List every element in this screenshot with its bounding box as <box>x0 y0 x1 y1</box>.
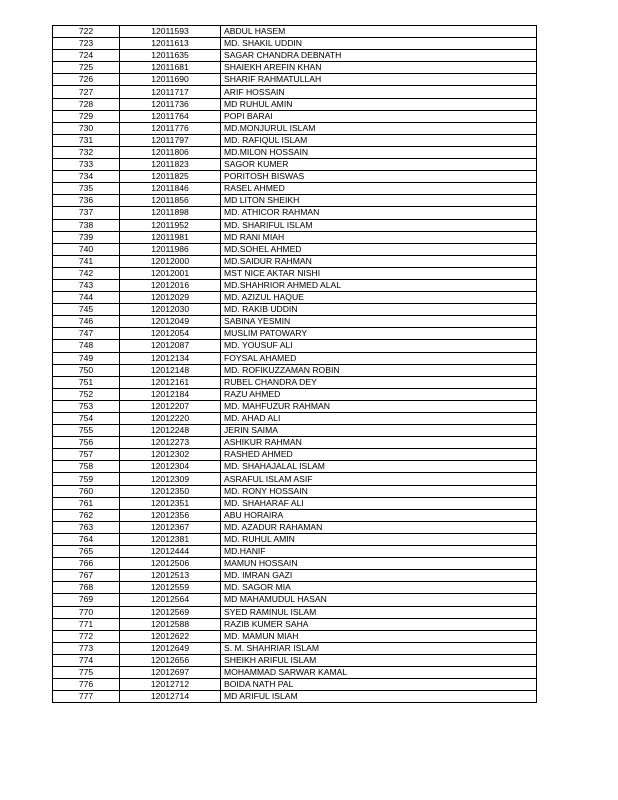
roll-number-cell: 12012000 <box>120 255 221 267</box>
roll-number-cell: 12012302 <box>120 449 221 461</box>
student-name-cell: RAZU AHMED <box>221 388 537 400</box>
roll-number-cell: 12012649 <box>120 642 221 654</box>
roll-number-cell: 12011981 <box>120 231 221 243</box>
serial-cell: 762 <box>53 509 120 521</box>
serial-cell: 755 <box>53 425 120 437</box>
serial-cell: 730 <box>53 122 120 134</box>
table-row <box>53 38 537 50</box>
table-row <box>53 364 537 376</box>
table-row <box>53 533 537 545</box>
serial-cell: 724 <box>53 50 120 62</box>
serial-cell: 739 <box>53 231 120 243</box>
serial-cell: 759 <box>53 473 120 485</box>
table-row <box>53 195 537 207</box>
student-name-cell: RAZIB KUMER SAHA <box>221 618 537 630</box>
table-row <box>53 86 537 98</box>
roll-number-cell: 12012273 <box>120 437 221 449</box>
student-name-cell: ARIF HOSSAIN <box>221 86 537 98</box>
student-name-cell: JERIN SAIMA <box>221 425 537 437</box>
student-name-cell: MD. MAMUN MIAH <box>221 630 537 642</box>
table-row <box>53 618 537 630</box>
serial-cell: 748 <box>53 340 120 352</box>
serial-cell: 765 <box>53 546 120 558</box>
roll-number-cell: 12012304 <box>120 461 221 473</box>
table-row <box>53 582 537 594</box>
roll-number-cell: 12012656 <box>120 654 221 666</box>
roll-number-cell: 12011736 <box>120 98 221 110</box>
student-name-cell: MD. SHARIFUL ISLAM <box>221 219 537 231</box>
table-row <box>53 400 537 412</box>
student-name-cell: MD.SHAHRIOR AHMED ALAL <box>221 279 537 291</box>
student-name-cell: MD RANI MIAH <box>221 231 537 243</box>
table-row <box>53 304 537 316</box>
serial-cell: 757 <box>53 449 120 461</box>
table-row <box>53 50 537 62</box>
table-row <box>53 509 537 521</box>
student-name-cell: S. M. SHAHRIAR ISLAM <box>221 642 537 654</box>
serial-cell: 752 <box>53 388 120 400</box>
serial-cell: 763 <box>53 521 120 533</box>
roll-number-cell: 12011764 <box>120 110 221 122</box>
serial-cell: 777 <box>53 691 120 703</box>
serial-cell: 756 <box>53 437 120 449</box>
student-name-cell: SHEIKH ARIFUL ISLAM <box>221 654 537 666</box>
student-name-cell: MD. ATHICOR RAHMAN <box>221 207 537 219</box>
serial-cell: 745 <box>53 304 120 316</box>
serial-cell: 729 <box>53 110 120 122</box>
serial-cell: 769 <box>53 594 120 606</box>
table-row <box>53 267 537 279</box>
table-row <box>53 388 537 400</box>
serial-cell: 734 <box>53 171 120 183</box>
serial-cell: 744 <box>53 292 120 304</box>
student-name-cell: MD.SOHEL AHMED <box>221 243 537 255</box>
student-name-cell: POPI BARAI <box>221 110 537 122</box>
student-name-cell: MD.MILON HOSSAIN <box>221 146 537 158</box>
serial-cell: 770 <box>53 606 120 618</box>
table-row <box>53 449 537 461</box>
roll-number-cell: 12012029 <box>120 292 221 304</box>
student-name-cell: MD.SAIDUR RAHMAN <box>221 255 537 267</box>
roster-body <box>53 26 537 703</box>
roll-number-cell: 12012220 <box>120 413 221 425</box>
serial-cell: 746 <box>53 316 120 328</box>
table-row <box>53 679 537 691</box>
roll-number-cell: 12012001 <box>120 267 221 279</box>
table-row <box>53 26 537 38</box>
roll-number-cell: 12012184 <box>120 388 221 400</box>
serial-cell: 774 <box>53 654 120 666</box>
table-row <box>53 219 537 231</box>
roll-number-cell: 12012714 <box>120 691 221 703</box>
roll-number-cell: 12011823 <box>120 159 221 171</box>
student-name-cell: PORITOSH BISWAS <box>221 171 537 183</box>
roll-number-cell: 12011593 <box>120 26 221 38</box>
serial-cell: 738 <box>53 219 120 231</box>
roll-number-cell: 12012054 <box>120 328 221 340</box>
table-row <box>53 62 537 74</box>
student-name-cell: ABDUL HASEM <box>221 26 537 38</box>
serial-cell: 760 <box>53 485 120 497</box>
student-name-cell: MD RUHUL AMIN <box>221 98 537 110</box>
table-row <box>53 437 537 449</box>
table-row <box>53 316 537 328</box>
student-name-cell: MD. RONY HOSSAIN <box>221 485 537 497</box>
serial-cell: 743 <box>53 279 120 291</box>
roster-table <box>52 25 537 703</box>
roll-number-cell: 12012030 <box>120 304 221 316</box>
serial-cell: 749 <box>53 352 120 364</box>
serial-cell: 764 <box>53 533 120 545</box>
serial-cell: 725 <box>53 62 120 74</box>
table-row <box>53 413 537 425</box>
student-name-cell: MD. RAFIQUL ISLAM <box>221 134 537 146</box>
roll-number-cell: 12012564 <box>120 594 221 606</box>
student-name-cell: MD. SHAKIL UDDIN <box>221 38 537 50</box>
student-name-cell: MD. SHAHAJALAL ISLAM <box>221 461 537 473</box>
roll-number-cell: 12012016 <box>120 279 221 291</box>
student-name-cell: RUBEL CHANDRA DEY <box>221 376 537 388</box>
roll-number-cell: 12012712 <box>120 679 221 691</box>
student-name-cell: MD.MONJURUL ISLAM <box>221 122 537 134</box>
roll-number-cell: 12012569 <box>120 606 221 618</box>
roll-number-cell: 12012087 <box>120 340 221 352</box>
table-row <box>53 171 537 183</box>
student-name-cell: MD. MAHFUZUR RAHMAN <box>221 400 537 412</box>
table-row <box>53 134 537 146</box>
student-name-cell: MD. AZADUR RAHAMAN <box>221 521 537 533</box>
roll-number-cell: 12012134 <box>120 352 221 364</box>
serial-cell: 767 <box>53 570 120 582</box>
serial-cell: 750 <box>53 364 120 376</box>
table-row <box>53 606 537 618</box>
serial-cell: 735 <box>53 183 120 195</box>
student-name-cell: MST NICE AKTAR NISHI <box>221 267 537 279</box>
roll-number-cell: 12011806 <box>120 146 221 158</box>
student-name-cell: MD. RUHUL AMIN <box>221 533 537 545</box>
table-row <box>53 243 537 255</box>
serial-cell: 726 <box>53 74 120 86</box>
serial-cell: 742 <box>53 267 120 279</box>
student-name-cell: MD. SAGOR MIA <box>221 582 537 594</box>
roll-number-cell: 12012513 <box>120 570 221 582</box>
student-name-cell: SHAIEKH AREFIN KHAN <box>221 62 537 74</box>
student-name-cell: FOYSAL AHAMED <box>221 352 537 364</box>
roll-number-cell: 12012588 <box>120 618 221 630</box>
student-name-cell: MD. YOUSUF ALI <box>221 340 537 352</box>
serial-cell: 727 <box>53 86 120 98</box>
roll-number-cell: 12012351 <box>120 497 221 509</box>
roll-number-cell: 12011846 <box>120 183 221 195</box>
roll-number-cell: 12011690 <box>120 74 221 86</box>
student-name-cell: SHARIF RAHMATULLAH <box>221 74 537 86</box>
table-row <box>53 654 537 666</box>
table-row <box>53 376 537 388</box>
student-name-cell: MD. IMRAN GAZI <box>221 570 537 582</box>
roll-number-cell: 12012367 <box>120 521 221 533</box>
student-name-cell: MUSLIM PATOWARY <box>221 328 537 340</box>
student-name-cell: SYED RAMINUL ISLAM <box>221 606 537 618</box>
roll-number-cell: 12012444 <box>120 546 221 558</box>
table-row <box>53 691 537 703</box>
serial-cell: 737 <box>53 207 120 219</box>
table-row <box>53 425 537 437</box>
roll-number-cell: 12012559 <box>120 582 221 594</box>
serial-cell: 732 <box>53 146 120 158</box>
serial-cell: 766 <box>53 558 120 570</box>
roll-number-cell: 12012350 <box>120 485 221 497</box>
roll-number-cell: 12012049 <box>120 316 221 328</box>
table-row <box>53 497 537 509</box>
serial-cell: 768 <box>53 582 120 594</box>
student-name-cell: RASHED AHMED <box>221 449 537 461</box>
serial-cell: 733 <box>53 159 120 171</box>
serial-cell: 723 <box>53 38 120 50</box>
table-row <box>53 98 537 110</box>
table-row <box>53 352 537 364</box>
table-row <box>53 340 537 352</box>
table-row <box>53 122 537 134</box>
student-name-cell: BOIDA NATH PAL <box>221 679 537 691</box>
serial-cell: 736 <box>53 195 120 207</box>
table-row <box>53 666 537 678</box>
roll-number-cell: 12011952 <box>120 219 221 231</box>
table-row <box>53 485 537 497</box>
roll-number-cell: 12011776 <box>120 122 221 134</box>
roll-number-cell: 12011898 <box>120 207 221 219</box>
serial-cell: 740 <box>53 243 120 255</box>
table-row <box>53 74 537 86</box>
table-row <box>53 328 537 340</box>
student-name-cell: MD. AZIZUL HAQUE <box>221 292 537 304</box>
serial-cell: 722 <box>53 26 120 38</box>
table-row <box>53 110 537 122</box>
serial-cell: 772 <box>53 630 120 642</box>
table-row <box>53 558 537 570</box>
roll-number-cell: 12011613 <box>120 38 221 50</box>
table-row <box>53 473 537 485</box>
table-row <box>53 183 537 195</box>
table-row <box>53 146 537 158</box>
table-row <box>53 159 537 171</box>
roll-number-cell: 12012207 <box>120 400 221 412</box>
serial-cell: 776 <box>53 679 120 691</box>
serial-cell: 773 <box>53 642 120 654</box>
roll-number-cell: 12012248 <box>120 425 221 437</box>
roll-number-cell: 12011681 <box>120 62 221 74</box>
table-row <box>53 642 537 654</box>
student-name-cell: MD LITON SHEIKH <box>221 195 537 207</box>
student-name-cell: ASRAFUL ISLAM ASIF <box>221 473 537 485</box>
student-name-cell: MD. ROFIKUZZAMAN ROBIN <box>221 364 537 376</box>
table-row <box>53 570 537 582</box>
serial-cell: 751 <box>53 376 120 388</box>
serial-cell: 741 <box>53 255 120 267</box>
serial-cell: 761 <box>53 497 120 509</box>
roll-number-cell: 12012697 <box>120 666 221 678</box>
student-name-cell: MD. AHAD ALI <box>221 413 537 425</box>
table-row <box>53 207 537 219</box>
table-row <box>53 546 537 558</box>
table-row <box>53 279 537 291</box>
roll-number-cell: 12011825 <box>120 171 221 183</box>
student-name-cell: MD MAHAMUDUL HASAN <box>221 594 537 606</box>
roll-number-cell: 12012356 <box>120 509 221 521</box>
student-name-cell: MOHAMMAD SARWAR KAMAL <box>221 666 537 678</box>
roll-number-cell: 12012381 <box>120 533 221 545</box>
student-name-cell: MD ARIFUL ISLAM <box>221 691 537 703</box>
roll-number-cell: 12011986 <box>120 243 221 255</box>
table-row <box>53 255 537 267</box>
serial-cell: 758 <box>53 461 120 473</box>
table-row <box>53 594 537 606</box>
student-name-cell: MAMUN HOSSAIN <box>221 558 537 570</box>
student-name-cell: SAGOR KUMER <box>221 159 537 171</box>
student-name-cell: SAGAR CHANDRA DEBNATH <box>221 50 537 62</box>
student-name-cell: MD. SHAHARAF ALI <box>221 497 537 509</box>
roll-number-cell: 12012309 <box>120 473 221 485</box>
table-row <box>53 461 537 473</box>
student-name-cell: RASEL AHMED <box>221 183 537 195</box>
serial-cell: 754 <box>53 413 120 425</box>
serial-cell: 753 <box>53 400 120 412</box>
roll-number-cell: 12011797 <box>120 134 221 146</box>
table-row <box>53 521 537 533</box>
table-row <box>53 231 537 243</box>
roll-number-cell: 12011717 <box>120 86 221 98</box>
roll-number-cell: 12012161 <box>120 376 221 388</box>
serial-cell: 731 <box>53 134 120 146</box>
table-row <box>53 292 537 304</box>
serial-cell: 771 <box>53 618 120 630</box>
student-name-cell: ABU HORAIRA <box>221 509 537 521</box>
table-row <box>53 630 537 642</box>
roll-number-cell: 12012148 <box>120 364 221 376</box>
roll-number-cell: 12011856 <box>120 195 221 207</box>
roll-number-cell: 12012622 <box>120 630 221 642</box>
student-name-cell: SABINA YESMIN <box>221 316 537 328</box>
serial-cell: 775 <box>53 666 120 678</box>
student-name-cell: MD. RAKIB UDDIN <box>221 304 537 316</box>
student-name-cell: ASHIKUR RAHMAN <box>221 437 537 449</box>
student-name-cell: MD.HANIF <box>221 546 537 558</box>
serial-cell: 728 <box>53 98 120 110</box>
roll-number-cell: 12011635 <box>120 50 221 62</box>
serial-cell: 747 <box>53 328 120 340</box>
roll-number-cell: 12012506 <box>120 558 221 570</box>
